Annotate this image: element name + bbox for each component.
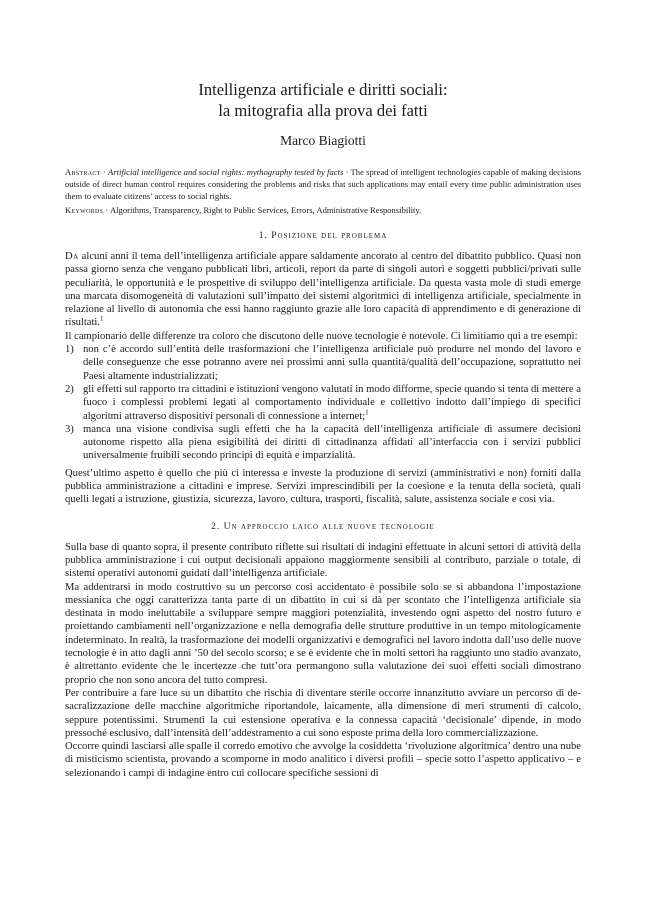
list-item: [65, 383, 581, 423]
section-2-body: [65, 541, 581, 780]
section-1-paragraph-3: Quest’ultimo aspetto è quello che più ci interessa e investe la produzione di servizi (amministrativi e non) forniti dalla pubblica amministrazione a cittadini e imprese. Servizi imprescindibili per la coesione e la tenuta della società, quali quelli legati a istruzione, giustizia, sicurezza, lavoro, cultura, trasporti, fiscalità, salute, assistenza sociale e così via.: [65, 467, 581, 506]
keywords-label: Keywords: [65, 205, 104, 215]
paper-title-line-2: la mitografia alla prova dei fatti: [218, 101, 428, 120]
author-name: Marco Biagiotti: [280, 133, 366, 148]
abstract-separator: ·: [100, 167, 109, 177]
list-item-number: 3): [65, 423, 74, 435]
paper-title-line-1: Intelligenza artificiale e diritti sociali:: [198, 80, 448, 99]
list-item-text: gli effetti sul rapporto tra cittadini e istituzioni vengono valutati in modo difforme, specie quando si tenta di mettere a fuoco i complessi problemi legati al comportamento individuale e collettivo indotto dall’impiego di specifici algoritmi attraverso dispositivi personali di connessione a internet;: [83, 383, 581, 422]
section-1-paragraph-2: Il campionario delle differenze tra coloro che discutono delle nuove tecnologie è notevole. Ci limitiamo qui a tre esempi:: [65, 330, 578, 342]
section-2-heading: 2. Un approccio laico alle nuove tecnologie: [211, 521, 435, 532]
abstract-label: Abstract: [65, 167, 101, 177]
list-item: [65, 423, 581, 463]
section-1-paragraph-1-text: alcuni anni il tema dell’intelligenza artificiale appare saldamente ancorato al centro del dibattito pubblico. Quasi non passa giorno senza che vengano pubblicati libri, articoli, report da parte di singoli autori e soggetti pubblici/privati sulle peculiarità, le opportunità e le prospettive di sviluppo dell’intelligenza artificiale. Da questa vasta mole di studi emerge una marcata disomogeneità di valutazioni sull’impatto dei sistemi algoritmici di intelligenza artificiale, specialmente in relazione al livello di autonomia che essi hanno raggiunto grazie alle loro capacità di apprendimento e di generazione di risultati.: [65, 251, 581, 329]
keywords: [65, 204, 581, 216]
section-1-dropcap: Da: [65, 251, 79, 262]
footnote-marker[interactable]: 1: [365, 408, 369, 417]
list-item: [65, 343, 581, 383]
list-item-number: 1): [65, 344, 74, 356]
abstract: [65, 166, 581, 202]
examples-list: [65, 343, 581, 463]
section-2-paragraph-3: Per contribuire a fare luce su un dibattito che rischia di diventare sterile occorre innanzitutto avviare un percorso di de-sacralizzazione delle macchine algoritmiche riportandole, laicamente, alla dimensione di meri strumenti di calcolo, seppure potentissimi. Strumenti la cui estensione operativa e la connessa capacità ‘decisionale’ dipende, in modo pressoché esclusivo, dall’intensità dell’addestramento a cui sono esposte prima della loro commercializzazione.: [65, 687, 581, 739]
section-1-paragraph-1: [65, 250, 581, 330]
footnote-marker[interactable]: 1: [100, 314, 104, 323]
section-2-paragraph-2: Ma addentrarsi in modo costruttivo su un percorso così accidentato è possibile solo se si abbandona l’impostazione messianica che oggi caratterizza tanta parte di un dibattito in cui si dà per scontato che l’intelligenza artificiale sia destinata in modo ineluttabile a sviluppare sempre maggiori potenzialità, investendo ogni aspetto del nostro futuro e proiettando cambiamenti nell’organizzazione e nella demografia delle strutture produttive in un tempo mitologicamente indeterminato. In realtà, la trasformazione dei modelli organizzativi e demografici nel lavoro indotta dall’uso delle nuove tecnologie è in atto dagli anni ’50 del secolo scorso; e se è evidente che in molti settori ha raggiunto uno stadio avanzato, è altrettanto evidente che le incertezze che tutt’ora permangono sulla valutazione dei suoi effetti sociali dimostrano proprio che non sono ancora del tutto compresi.: [65, 581, 581, 686]
paper-title: [65, 0, 581, 121]
list-item-number: 2): [65, 383, 74, 395]
section-2-paragraph-4: Occorre quindi lasciarsi alle spalle il corredo emotivo che avvolge la cosiddetta ‘rivoluzione algoritmica’ dentro una nube di misticismo scientista, provando a scomporne in modo analitico i diversi profili – specie sotto l’aspetto applicativo – e selezionando i campi di indagine entro cui collocare specifiche sessioni di: [65, 741, 581, 779]
list-item-text: non c’è accordo sull’entità delle trasformazioni che l’intelligenza artificiale può produrre nel mondo del lavoro e delle conseguenze che esse potranno avere nei prossimi anni sulla quantità/qualità dell’occupazione, soprattutto nei Paesi altamente industrializzati;: [83, 344, 581, 382]
section-1-heading: 1. Posizione del problema: [258, 231, 388, 241]
abstract-english-title: Artificial intelligence and social rights: mythography tested by facts: [108, 167, 344, 177]
section-1-body: [65, 250, 581, 507]
section-2-paragraph-1: Sulla base di quanto sopra, il presente contributo riflette sui risultati di indagini effettuate in alcuni settori di attività della pubblica amministrazione i cui output decisionali appaiono maggiormente sensibili al contributo, parziale o totale, di sistemi operativi autonomi guidati dall’intelligenza artificiale.: [65, 541, 581, 580]
list-item-text: manca una visione condivisa sugli effetti che ha la capacità dell’intelligenza artificiale di assumere decisioni autonome rispetto alla piena esigibilità dei diritti di cittadinanza affidati all’interfaccia con i servizi pubblici universalmente fruibili secondo principi di equità e imparzialità.: [83, 423, 581, 462]
abstract-text: · The spread of intelligent technologies capable of making decisions outside of direct human control requires considering the problems and risks that such applications may entail every time public administration uses them to evaluate citizens’ access to social rights.: [65, 167, 581, 201]
keywords-text: · Algorithms, Transparency, Right to Public Services, Errors, Administrative Responsibility.: [103, 205, 422, 215]
